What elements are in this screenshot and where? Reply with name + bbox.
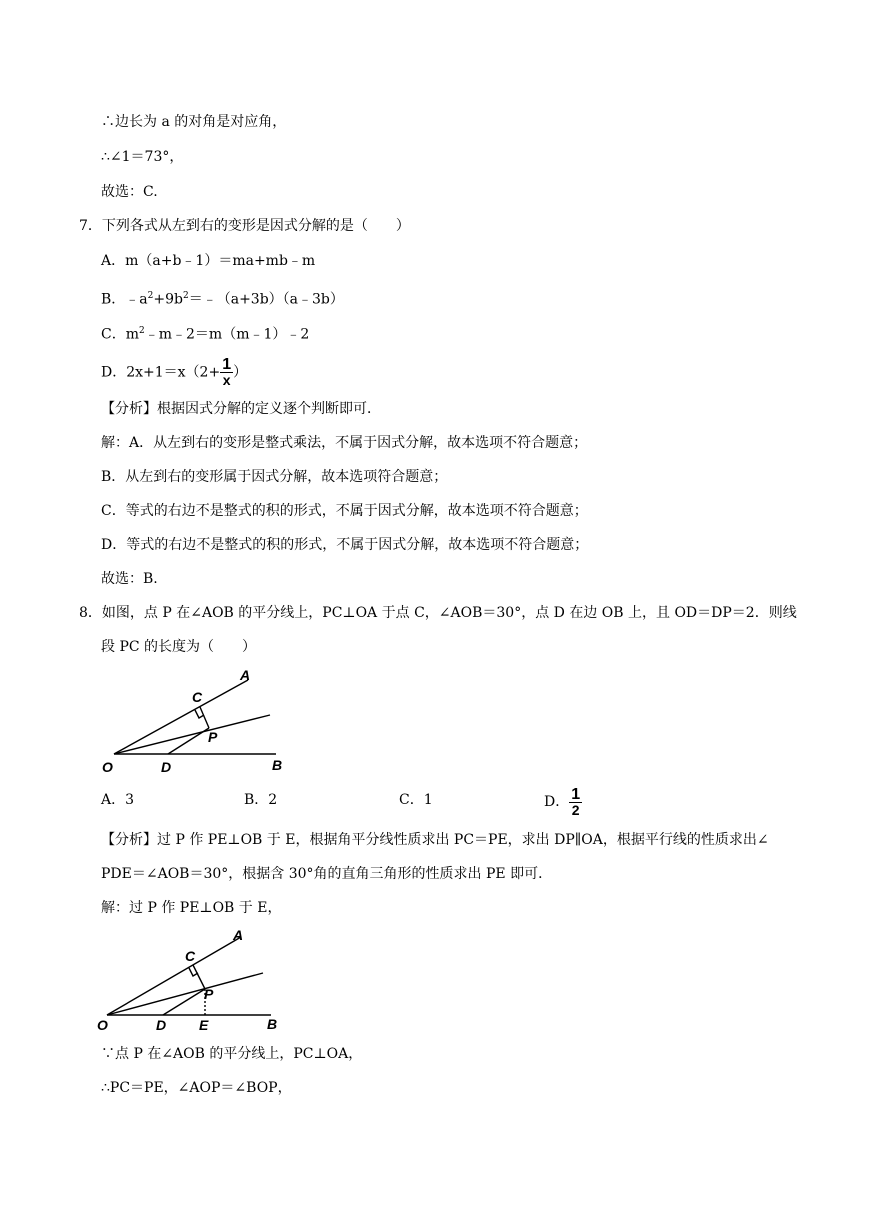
question-8-line-1: 8．如图，点 P 在∠AOB 的平分线上，PC⊥OA 于点 C，∠AOB＝30°，点 D 在边 OB 上，且 OD＝DP＝2．则线 (79, 605, 797, 621)
label-A: A (233, 927, 244, 943)
line-3: 故选：C. (101, 184, 158, 200)
option-8b: B．2 (244, 792, 278, 808)
label-P: P (208, 729, 218, 745)
option-7b: B．$﹣a^2+9b^2=﹣(a+3b)(a﹣3b)$ (101, 291, 344, 308)
solution-7-a: 解：A．从左到右的变形是整式乘法，不属于因式分解，故本选项不符合题意； (101, 435, 588, 451)
label-C: C (185, 948, 196, 964)
solution-8-line-3: ∴PC＝PE，∠AOP＝∠BOP， (101, 1080, 292, 1096)
analysis-8-line-2: PDE＝∠AOB＝30°，根据含 30°角的直角三角形的性质求出 PE 即可． (101, 866, 553, 882)
option-7a: A．m（a+b﹣1）＝ma+mb﹣m (101, 253, 316, 269)
solution-8-line-1: 解：过 P 作 PE⊥OB 于 E， (101, 900, 282, 916)
option-8c: C．1 (399, 792, 433, 808)
question-7: 7．下列各式从左到右的变形是因式分解的是（ ） (79, 218, 410, 234)
label-B: B (272, 757, 283, 773)
label-P: P (204, 986, 214, 1002)
option-8a: A．3 (101, 792, 135, 808)
analysis-7: 【分析】根据因式分解的定义逐个判断即可． (101, 401, 381, 417)
label-B: B (267, 1016, 278, 1032)
solution-7-b: B．从左到右的变形属于因式分解，故本选项符合题意； (101, 469, 448, 485)
label-E: E (199, 1017, 209, 1033)
solution-8-line-2: ∵点 P 在∠AOB 的平分线上，PC⊥OA， (101, 1046, 363, 1062)
fraction-1-over-2: $\frac{1}{2}$ (571, 785, 581, 818)
solution-7-answer: 故选：B. (101, 571, 158, 587)
option-8d: D． $\frac{1}{2}$ (544, 785, 581, 818)
label-D: D (161, 759, 172, 775)
question-8-line-2: 段 PC 的长度为（ ） (101, 639, 257, 655)
label-O: O (102, 759, 113, 775)
solution-7-d: D．等式的右边不是整式的积的形式，不属于因式分解，故本选项不符合题意； (101, 537, 589, 553)
solution-7-c: C．等式的右边不是整式的积的形式，不属于因式分解，故本选项不符合题意； (101, 503, 588, 519)
angle-bisector-figure (98, 664, 298, 776)
label-D: D (156, 1017, 167, 1033)
angle-bisector-figure-with-e (95, 925, 295, 1037)
line-1: ∴边长为 a 的对角是对应角， (101, 114, 287, 130)
line-2: ∴∠1＝73°， (101, 149, 184, 165)
label-O: O (97, 1017, 108, 1033)
option-7c: C．$m^2﹣m﹣2=m(m﹣1)﹣2$ (101, 326, 310, 343)
label-A: A (240, 667, 251, 683)
analysis-8-line-1: 【分析】过 P 作 PE⊥OB 于 E，根据角平分线性质求出 PC＝PE，求出 DP∥OA，根据平行线的性质求出∠ (101, 832, 769, 848)
fraction-1-over-x: $\frac{1}{x}$ (222, 356, 232, 388)
option-7d: D．2x+1＝x（2+ $\frac{1}{x}$ ） (101, 356, 248, 388)
label-C: C (192, 689, 203, 705)
